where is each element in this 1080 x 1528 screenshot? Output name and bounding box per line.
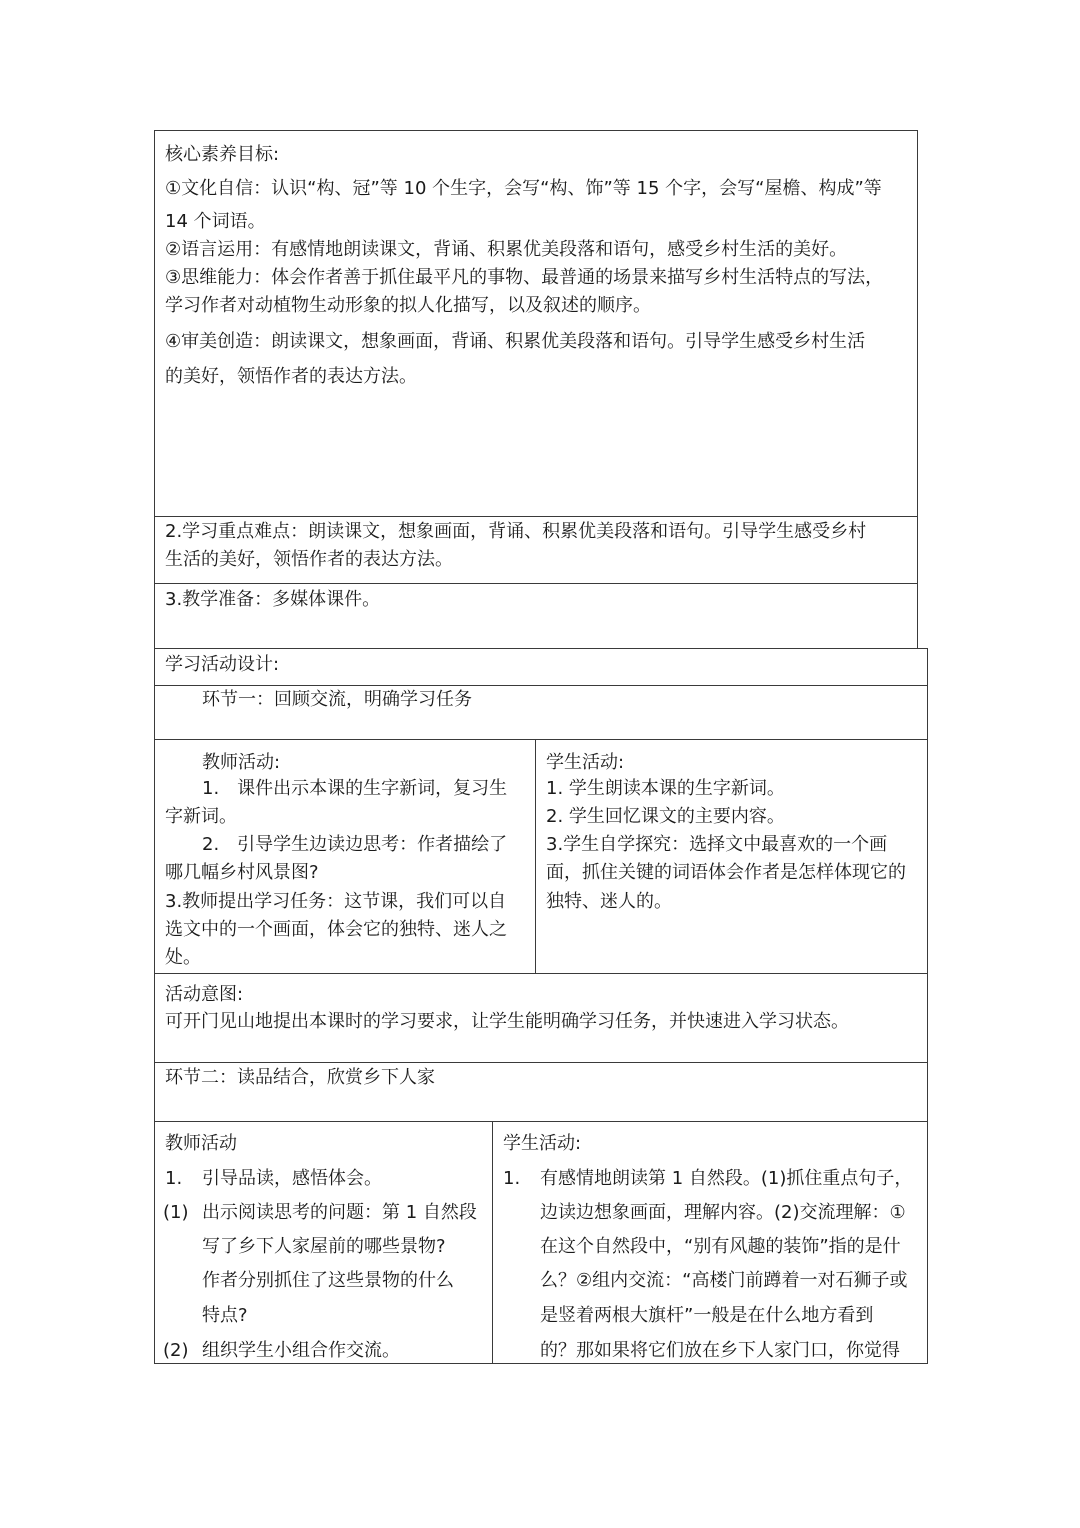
stage-2-student-line-4: 么？②组内交流：“高楼门前蹲着一对石狮子或 [540, 1270, 908, 1291]
stage-2-teacher-number-3: (2) [163, 1340, 189, 1361]
stage-1-teacher-line-2: 字新词。 [165, 806, 237, 827]
activity-intent-text: 可开门见山地提出本课时的学习要求，让学生能明确学习任务，并快速进入学习状态。 [165, 1011, 849, 1032]
stage-2-teacher-item-1: 引导品读，感悟体会。 [202, 1168, 382, 1189]
stage-2-student-line-6: 的？那如果将它们放在乡下人家门口，你觉得 [540, 1340, 900, 1361]
stage-1-teacher-line-7: 处。 [165, 947, 201, 968]
stage-1-student-line-2: 2. 学生回忆课文的主要内容。 [546, 806, 785, 827]
stage-2-student-line-3: 在这个自然段中，“别有风趣的装饰”指的是什 [540, 1236, 901, 1257]
stage-1-student-line-4: 面，抓住关键的词语体会作者是怎样体现它的 [546, 862, 906, 883]
stage-2-teacher-item-2-line-4: 特点? [202, 1305, 248, 1326]
goal-3-line-2: 学习作者对动植物生动形象的拟人化描写，以及叙述的顺序。 [165, 295, 651, 316]
stage-2-teacher-item-2-line-1: 出示阅读思考的问题：第 1 自然段 [202, 1202, 477, 1223]
stage-1-teacher-line-3: 2. 引导学生边读边思考：作者描绘了 [202, 834, 508, 855]
stage-1-title: 环节一：回顾交流，明确学习任务 [202, 689, 472, 710]
goal-4-line-2: 的美好，领悟作者的表达方法。 [165, 366, 417, 387]
key-points-line-1: 2.学习重点难点：朗读课文，想象画面，背诵、积累优美段落和语句。引导学生感受乡村 [165, 521, 867, 542]
stage-2-teacher-heading: 教师活动 [165, 1133, 237, 1154]
stage-1-column-divider [535, 739, 536, 974]
stage-2-student-line-1: 有感情地朗读第 1 自然段。(1)抓住重点句子， [540, 1168, 913, 1189]
goal-1-line-2: 14 个词语。 [165, 211, 266, 232]
stage-2-teacher-item-3: 组织学生小组合作交流。 [202, 1340, 400, 1361]
stage-1-teacher-heading: 教师活动: [202, 752, 281, 773]
goals-heading: 核心素养目标: [165, 144, 280, 165]
stage-1-teacher-line-6: 选文中的一个画面，体会它的独特、迷人之 [165, 919, 507, 940]
key-points-line-2: 生活的美好，领悟作者的表达方法。 [165, 549, 453, 570]
stage-2-teacher-number-2: (1) [163, 1202, 189, 1223]
stage-2-teacher-item-2-line-2: 写了乡下人家屋前的哪些景物? [202, 1236, 446, 1257]
goal-1-line-1: ①文化自信：认识“构、冠”等 10 个生字，会写“构、饰”等 15 个字，会写“屋檐、构成”等 [165, 178, 882, 199]
stage-1-student-heading: 学生活动: [546, 752, 625, 773]
stage-1-teacher-line-5: 3.教师提出学习任务：这节课，我们可以自 [165, 891, 507, 912]
goal-4-line-1: ④审美创造：朗读课文，想象画面，背诵、积累优美段落和语句。引导学生感受乡村生活 [165, 331, 866, 352]
stage-2-student-line-2: 边读边想象画面，理解内容。(2)交流理解：① [540, 1202, 906, 1223]
stage-2-student-number-1: 1. [503, 1168, 521, 1189]
stage-1-teacher-line-4: 哪几幅乡村风景图? [165, 862, 319, 883]
teaching-prep: 3.教学准备：多媒体课件。 [165, 589, 381, 610]
stage-2-student-line-5: 是竖着两根大旗杆”一般是在什么地方看到 [540, 1305, 874, 1326]
stage-2-title: 环节二：读品结合，欣赏乡下人家 [165, 1067, 435, 1088]
stage-2-teacher-number-1: 1. [165, 1168, 183, 1189]
activity-design-heading: 学习活动设计: [165, 654, 280, 675]
goal-3-line-1: ③思维能力：体会作者善于抓住最平凡的事物、最普通的场景来描写乡村生活特点的写法， [165, 267, 884, 288]
stage-1-student-line-1: 1. 学生朗读本课的生字新词。 [546, 778, 785, 799]
stage-2-student-heading: 学生活动: [503, 1133, 582, 1154]
stage-2-column-divider [492, 1121, 493, 1364]
stage-2-teacher-item-2-line-3: 作者分别抓住了这些景物的什么 [202, 1270, 454, 1291]
goal-2: ②语言运用：有感情地朗读课文，背诵、积累优美段落和语句，感受乡村生活的美好。 [165, 239, 848, 260]
stage-1-teacher-line-1: 1. 课件出示本课的生字新词，复习生 [202, 778, 508, 799]
stage-1-student-line-5: 独特、迷人的。 [546, 891, 672, 912]
stage-1-student-line-3: 3.学生自学探究：选择文中最喜欢的一个画 [546, 834, 888, 855]
activity-intent-heading: 活动意图: [165, 984, 244, 1005]
